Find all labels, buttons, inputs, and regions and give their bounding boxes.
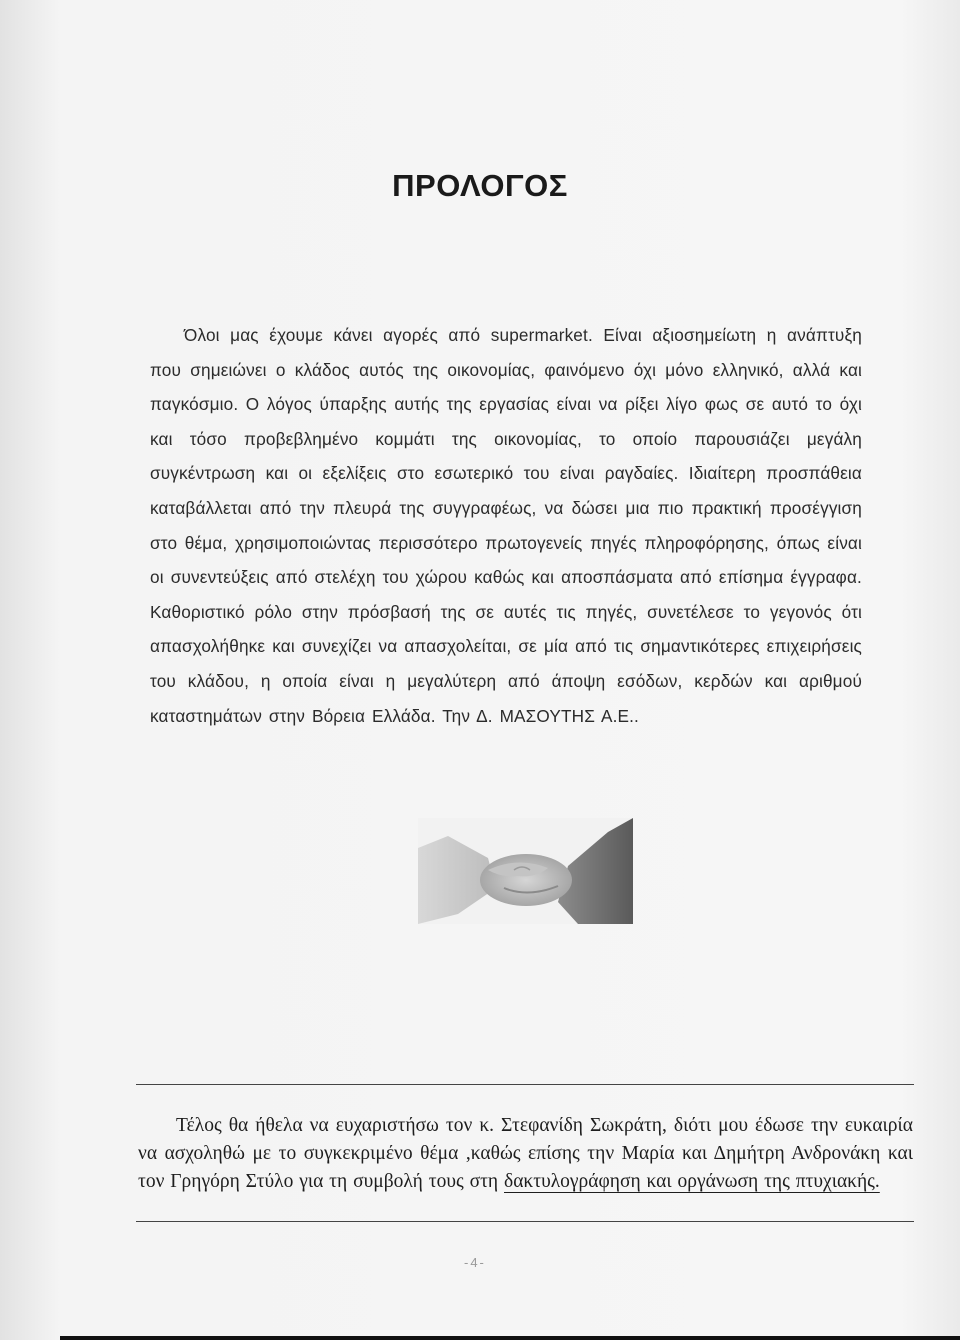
acknowledgements-last-line: δακτυλογράφηση και οργάνωση της πτυχιακής. bbox=[504, 1171, 880, 1193]
acknowledgements-paragraph bbox=[138, 1112, 913, 1197]
handshake-image bbox=[418, 818, 633, 924]
body-paragraph: Όλοι μας έχουμε κάνει αγορές από supermarket. Είναι αξιοσημείωτη η ανάπτυξη που σημειώνει ο κλάδος αυτός της οικονομίας, φαινόμενο όχι μόνο ελληνικό, αλλά και παγκόσμιο. Ο λόγος ύπαρξης αυτής της εργασίας είναι να ρίξει λίγο φως σε αυτό το όχι και τόσο προβεβλημένο κομμάτι της οικονομίας, το οποίο παρουσιάζει μεγάλη συγκέντρωση και οι εξελίξεις στο εσωτερικό του είναι ραγδαίες. Ιδιαίτερη προσπάθεια καταβάλλεται από την πλευρά της συγγραφέως, να δώσει μια πιο πρακτική προσέγγιση στο θέμα, χρησιμοποιώντας περισσότερο πρωτογενείς πηγές πληροφόρησης, όπως είναι οι συνεντεύξεις από στελέχη του χώρου καθώς και αποσπάσματα από επίσημα έγγραφα. Καθοριστικό ρόλο στην πρόσβασή της σε αυτές τις πηγές, συνετέλεσε το γεγονός ότι απασχολήθηκε και συνεχίζει να απασχολείται, σε μία από τις σημαντικότερες επιχειρήσεις του κλάδου, η οποία είναι η μεγαλύτερη από άποψη εσόδων, κερδών και αριθμού καταστημάτων στην Βόρεια Ελλάδα. Την Δ. ΜΑΣΟΥΤΗΣ Α.Ε.. bbox=[150, 325, 862, 726]
page-title: ΠΡΟΛΟΓΟΣ bbox=[392, 168, 568, 203]
clasped-hands bbox=[480, 854, 572, 906]
scan-edge bbox=[60, 1336, 960, 1340]
page-number: -4- bbox=[464, 1255, 486, 1270]
top-divider bbox=[136, 1084, 914, 1085]
bottom-divider bbox=[136, 1221, 914, 1222]
acknowledgements-text: Τέλος θα ήθελα να ευχαριστήσω τον κ. Στεφανίδη Σωκράτη, διότι μου έδωσε την ευκαιρία να ασχοληθώ με το συγκεκριμένο θέμα ,καθώς επίσης την Μαρία και Δημήτρη Ανδρονάκη και τον Γρηγόρη Στύλο για τη συμβολή τους στη bbox=[138, 1115, 913, 1193]
